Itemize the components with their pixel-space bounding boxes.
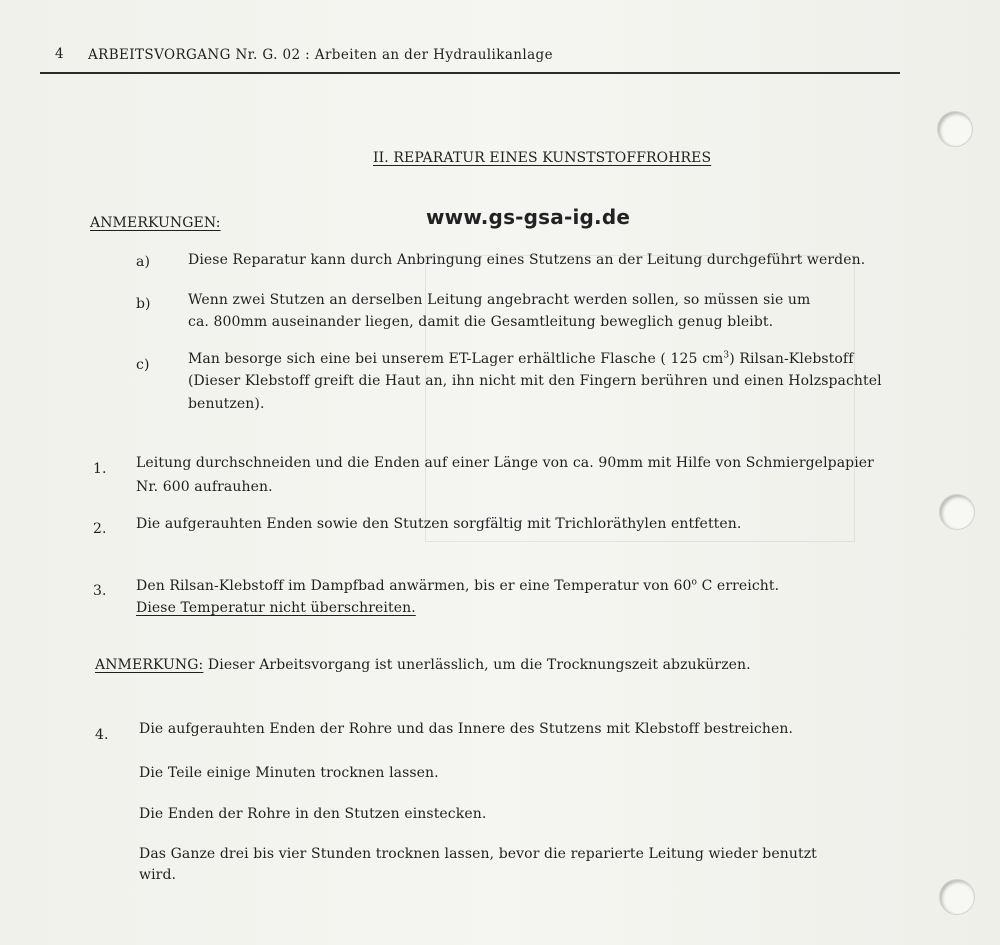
note-c-label: c) [136, 357, 150, 373]
anmerkung-note [95, 656, 751, 674]
degree-symbol: o [691, 577, 698, 588]
step-4-line-1: Die aufgerauhten Enden der Rohre und das Innere des Stutzens mit Klebstoff bestreichen. [139, 721, 794, 737]
note-c-line-1-text: Man besorge sich eine bei unserem ET-Lager erhältliche Flasche ( 125 cm [188, 351, 724, 367]
page-number: 4 [55, 46, 64, 62]
step-2-line-1: Die aufgerauhten Enden sowie den Stutzen sorgfältig mit Trichloräthylen entfetten. [136, 516, 742, 532]
binder-hole-bottom [940, 880, 974, 914]
cubic-exponent: 3 [723, 350, 730, 361]
step-1-line-2: Nr. 600 aufrauhen. [136, 479, 273, 495]
note-c-line-1-rest: ) Rilsan-Klebstoff [729, 351, 854, 367]
step-4-line-2: Die Teile einige Minuten trocknen lassen. [139, 765, 439, 781]
step-1-number: 1. [93, 461, 107, 477]
note-a-line-1: Diese Reparatur kann durch Anbringung eines Stutzens an der Leitung durchgeführt werden. [188, 252, 866, 268]
step-1-line-1: Leitung durchschneiden und die Enden auf einer Länge von ca. 90mm mit Hilfe von Schmiergelpapier [136, 455, 874, 471]
note-c-line-3: benutzen). [188, 396, 265, 412]
step-3-number: 3. [93, 583, 107, 599]
step-3-line-1 [136, 577, 779, 595]
watermark-url: www.gs-gsa-ig.de [426, 205, 631, 229]
step-3-warning: Diese Temperatur nicht überschreiten. [136, 600, 416, 616]
anmerkung-label: ANMERKUNG: [95, 657, 204, 673]
step-3-text-rest: C erreicht. [697, 578, 780, 594]
note-a-label: a) [136, 254, 151, 270]
header-rule [40, 72, 900, 74]
step-4-line-4: Das Ganze drei bis vier Stunden trocknen lassen, bevor die reparierte Leitung wieder benutzt [139, 846, 817, 862]
step-4-line-5: wird. [139, 867, 177, 883]
section-title: II. REPARATUR EINES KUNSTSTOFFROHRES [373, 150, 712, 166]
note-b-label: b) [136, 296, 151, 312]
header-title: ARBEITSVORGANG Nr. G. 02 : Arbeiten an der Hydraulikanlage [88, 47, 553, 63]
step-3-text: Den Rilsan-Klebstoff im Dampfbad anwärmen, bis er eine Temperatur von 60 [136, 578, 692, 594]
anmerkung-text: Dieser Arbeitsvorgang ist unerlässlich, um die Trocknungszeit abzukürzen. [203, 657, 751, 673]
step-4-number: 4. [95, 727, 109, 743]
binder-hole-middle [940, 495, 974, 529]
anmerkungen-heading: ANMERKUNGEN: [90, 215, 221, 231]
note-c-line-2: (Dieser Klebstoff greift die Haut an, ihn nicht mit den Fingern berühren und einen Holzspachtel [188, 373, 882, 389]
note-b-line-1: Wenn zwei Stutzen an derselben Leitung angebracht werden sollen, so müssen sie um [188, 292, 811, 308]
note-b-line-2: ca. 800mm auseinander liegen, damit die Gesamtleitung beweglich genug bleibt. [188, 314, 774, 330]
binder-hole-top [938, 112, 972, 146]
step-2-number: 2. [93, 521, 107, 537]
note-c-line-1 [188, 350, 854, 368]
step-4-line-3: Die Enden der Rohre in den Stutzen einstecken. [139, 806, 487, 822]
